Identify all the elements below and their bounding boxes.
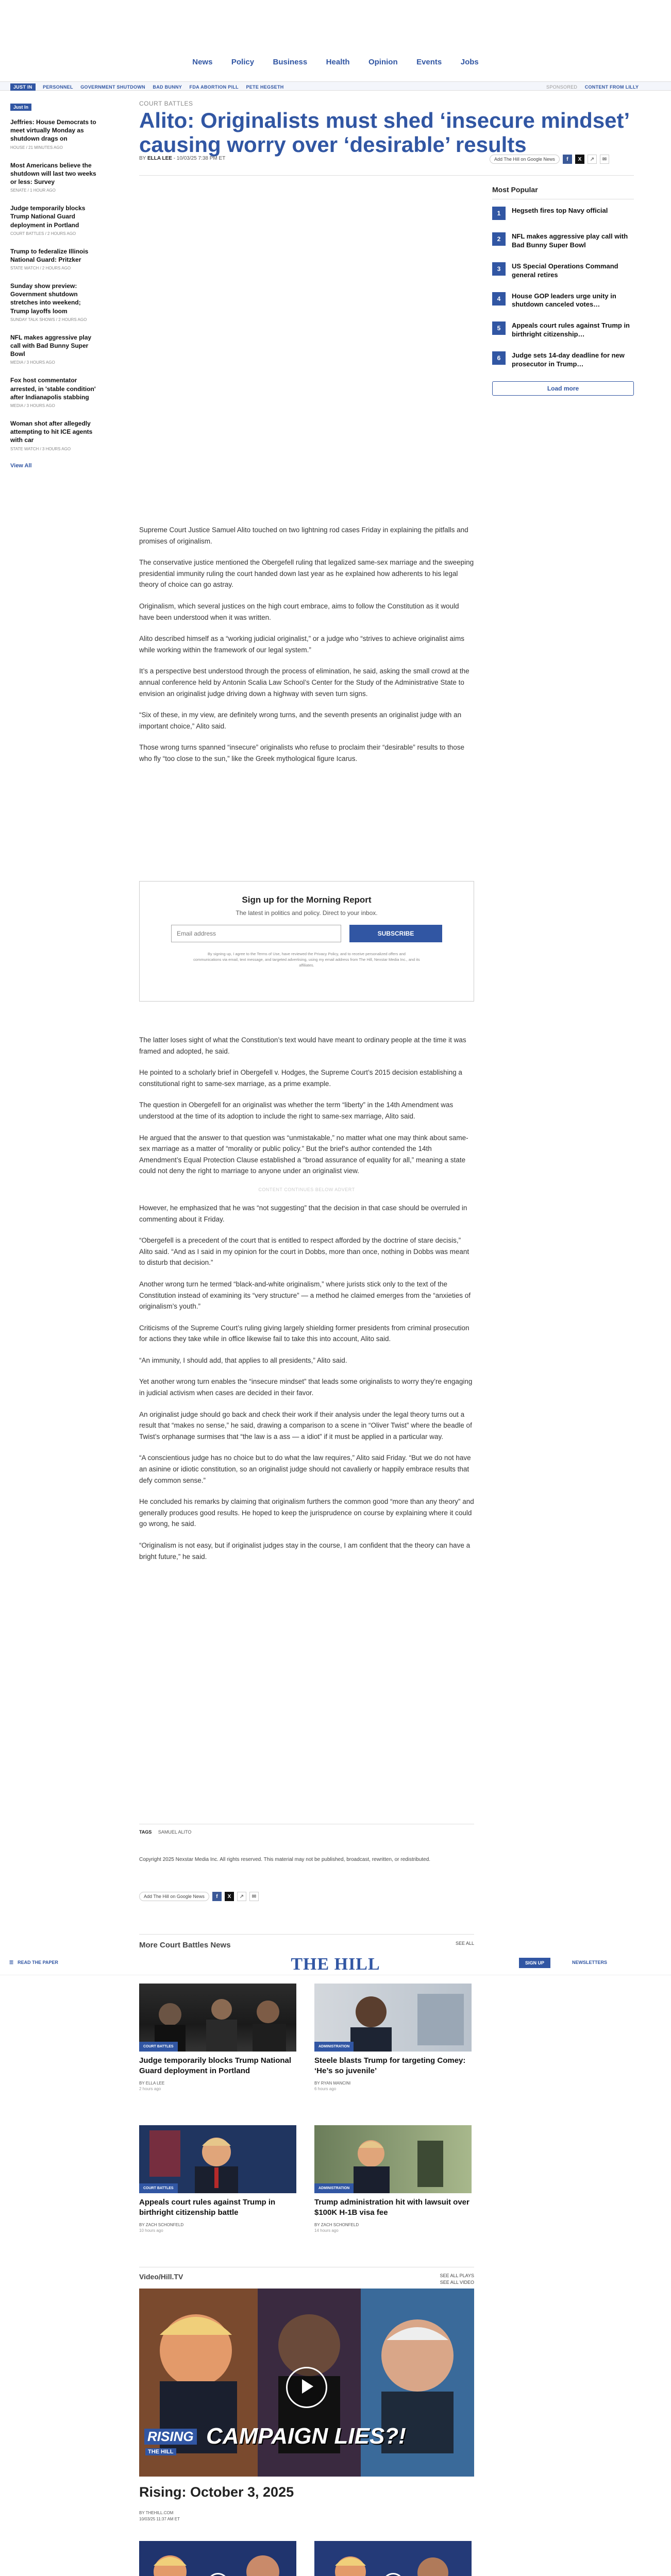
tag-link[interactable]: SAMUEL ALITO [158,1829,192,1835]
header-divider [139,175,634,176]
left-rail-item[interactable] [10,419,98,451]
tags-label: TAGS [139,1829,152,1835]
nav-business[interactable]: Business [273,58,308,66]
left-rail-meta: SENATE / 1 HOUR AGO [10,188,56,193]
facebook-icon[interactable]: f [212,1892,222,1901]
popular-item[interactable] [492,207,634,220]
more-news-title: More Court Battles News [139,1941,231,1950]
popular-item[interactable] [492,321,634,339]
paragraph: The conservative justice mentioned the Obergefell ruling that legalized same-sex marriage and the sweeping presidential immunity ruling the court handed down last year as he explained how adherents to his legal theory of choice can go astray. [139,558,474,589]
paragraph: Yet another wrong turn enables the “insecure mindset” that leads some originalists to worry they’re engaging in judicial activism when cases are decided in their favor. [139,1378,473,1397]
card-tag[interactable]: COURT BATTLES [139,2042,178,2052]
most-popular [492,185,634,396]
popular-title[interactable]: US Special Operations Command general retires [512,262,618,279]
sign-up-button[interactable]: SIGN UP [519,1958,550,1968]
play-icon[interactable] [286,2367,327,2408]
left-rail-title[interactable]: Fox host commentator arrested, in 'stable condition' after Indianapolis stabbing [10,377,96,401]
paragraph: “Six of these, in my view, are definitely wrong turns, and the seventh presents an originalist judge with an important choice,” Alito said. [139,711,462,730]
trending-label: JUST IN [10,83,36,91]
paragraph: The question in Obergefell for an originalist was whether the term “liberty” in the 14th Amendment was understood at the time of its adoption to include the right to same-sex marriage, Alito said. [139,1101,454,1120]
card-image[interactable] [139,2125,296,2193]
view-all-link[interactable]: View All [10,462,32,469]
video-header [139,2267,474,2285]
left-rail-item[interactable] [10,118,98,150]
paragraph: Criticisms of the Supreme Court’s ruling giving largely shielding former presidents from criminal prosecution for actions they take while in office likewise fail to take this into account, Alito said. [139,1324,469,1343]
menu-icon: ☰ [9,1960,14,1965]
card-title[interactable]: Judge temporarily blocks Trump National Guard deployment in Portland [139,2056,292,2075]
trending-item[interactable]: FDA ABORTION PILL [189,84,239,90]
nav-jobs[interactable]: Jobs [460,58,479,66]
popular-rank: 6 [492,351,506,365]
popular-rank: 3 [492,262,506,276]
left-rail-item[interactable] [10,161,98,193]
card-image[interactable] [314,1984,472,2052]
article-body-continued [139,1035,474,1572]
paragraph: He argued that the answer to that question was “unmistakable,” no matter what one may think about same-sex marriage as a matter of “morality or public policy.” But the brief’s author contended the 14th Amendment’s Equal Protection Clause established a “broad assurance of equality for all,” meaning a state could not deny the right to marriage to anyone under an originalist view. [139,1133,468,1175]
left-rail-meta: SUNDAY TALK SHOWS / 2 HOURS AGO [10,317,87,322]
card-time: 6 hours ago [314,2087,337,2091]
video-logo: THE HILL [145,2448,176,2455]
copyright: Copyright 2025 Nexstar Media Inc. All rights reserved. This material may not be published, broadcast, rewritten, or redistributed. [139,1857,431,1862]
email-icon[interactable]: ✉ [600,155,609,164]
news-card-row [139,2125,474,2233]
read-the-paper-link[interactable] [9,1960,58,1965]
left-rail-meta: HOUSE / 21 MINUTES AGO [10,145,63,150]
byline [139,156,225,161]
most-popular-title: Most Popular [492,185,634,199]
nav-news[interactable]: News [192,58,213,66]
rising-badge: RISING [144,2429,197,2445]
load-more-button[interactable]: Load more [492,381,634,396]
trending-bar [0,81,671,91]
video-date: 10/03/25 11:37 AM ET [139,2517,180,2521]
read-the-paper-label: READ THE PAPER [18,1960,58,1965]
nav-health[interactable]: Health [326,58,350,66]
tags-row [139,1824,474,1835]
popular-title[interactable]: House GOP leaders urge unity in shutdown canceled votes… [512,292,616,309]
paragraph: Alito described himself as a “working judicial originalist,” or a judge who “strives to achieve originalist aims while working within the framework of our legal system.” [139,635,465,654]
see-all-link[interactable]: SEE ALL [455,1941,474,1946]
article-body [139,524,474,775]
card-time: 2 hours ago [139,2087,161,2091]
paragraph: An originalist judge should go back and check their work if their analysis under the legal theory turns out a result that “makes no sense,” he said, drawing a comparison to a scene in “Oliver Twist” where the beadle of Twist’s orphanage surmises that “the law is a ass — a idiot” if it must be applied in a particular way. [139,1410,472,1440]
left-rail-title[interactable]: Judge temporarily blocks Trump National Guard deployment in Portland [10,205,86,229]
newsletters-link[interactable]: NEWSLETTERS [572,1960,608,1965]
sponsor-link[interactable]: CONTENT FROM LILLY [584,84,639,90]
google-news-button[interactable]: Add The Hill on Google News [139,1892,209,1901]
nav-events[interactable]: Events [416,58,442,66]
popular-item[interactable] [492,232,634,250]
popular-rank: 4 [492,292,506,306]
nav-opinion[interactable]: Opinion [368,58,398,66]
left-rail-title[interactable]: Trump to federalize Illinois National Guard: Pritzker [10,247,89,263]
newsletter-subtitle: The latest in politics and policy. Direct to your inbox. [236,909,378,917]
paragraph: The latter loses sight of what the Constitution’s text would have meant to ordinary people at the time it was framed and adopted, he said. [139,1036,466,1055]
byline-prefix: BY [139,156,146,161]
email-icon[interactable]: ✉ [249,1892,259,1901]
video-thumbnail-icon [314,2541,472,2576]
left-rail [10,102,98,469]
see-all-video-link[interactable]: SEE ALL VIDEO [440,2279,474,2285]
popular-title[interactable]: Hegseth fires top Navy official [512,207,608,214]
paragraph: “An immunity, I should add, that applies to all presidents,” Alito said. [139,1356,347,1364]
paragraph: It’s a perspective best understood through the process of elimination, he said, asking the small crowd at the annual conference held by Antonin Scalia Law School’s Center for the Study of the Administrative State to envision an originalist judge driving down a highway with seven turn signs. [139,667,469,698]
card-tag[interactable]: ADMINISTRATION [314,2042,354,2052]
video-overlay-text: CAMPAIGN LIES?! [206,2424,406,2449]
google-news-button[interactable]: Add The Hill on Google News [490,155,560,164]
video-list [139,2541,472,2576]
news-card[interactable] [139,1984,296,2091]
news-card[interactable] [139,2125,296,2233]
video-thumbnail-icon [139,2541,296,2576]
popular-title[interactable]: Appeals court rules against Trump in birthright citizenship… [512,321,630,338]
popular-rank: 2 [492,232,506,246]
email-field[interactable]: Email address [171,925,341,942]
the-hill-logo[interactable]: THE HILL [291,1955,380,1974]
paragraph: He pointed to a scholarly brief in Obergefell v. Hodges, the Supreme Court’s 2015 decision establishing a constitutional right to same-sex marriage, as a prime example. [139,1069,462,1088]
card-byline[interactable]: BY ZACH SCHONFELD [139,2223,184,2227]
video-section-title: Video/Hill.TV [139,2273,183,2281]
video-card[interactable] [314,2541,472,2576]
more-news-header [139,1934,474,1950]
trending-item[interactable]: BAD BUNNY [153,84,182,90]
nav-policy[interactable]: Policy [231,58,255,66]
featured-video[interactable] [139,2289,474,2477]
paragraph: However, he emphasized that he was “not suggesting” that the decision in that case should be overruled in commenting about it Friday. [139,1204,467,1223]
left-rail-item[interactable] [10,247,98,270]
card-title[interactable]: Appeals court rules against Trump in birthright citizenship battle [139,2198,276,2217]
left-rail-title[interactable]: Jeffries: House Democrats to meet virtually Monday as shutdown drags on [10,118,96,143]
left-rail-meta: MEDIA / 3 HOURS AGO [10,403,55,408]
share-row-bottom [139,1892,259,1901]
popular-rank: 1 [492,207,506,220]
featured-video-title[interactable]: Rising: October 3, 2025 [139,2484,294,2500]
popular-rank: 5 [492,321,506,335]
article-kicker[interactable]: COURT BATTLES [139,100,193,107]
card-title[interactable]: Steele blasts Trump for targeting Comey: ‘He’s so juvenile’ [314,2056,466,2075]
article-headline: Alito: Originalists must shed ‘insecure mindset’ causing worry over ‘desirable’ results [139,108,629,157]
left-rail-meta: MEDIA / 3 HOURS AGO [10,360,55,365]
paragraph: Those wrong turns spanned “insecure” originalists who refuse to proclaim their “desirable” results to those who fly “too close to the sun,” like the Greek mythological figure Icarus. [139,743,465,762]
left-rail-title[interactable]: Sunday show preview: Government shutdown stretches into weekend; Trump layoffs loom [10,282,81,315]
subscribe-button[interactable]: SUBSCRIBE [349,925,442,942]
news-card[interactable] [314,2125,472,2233]
left-rail-item[interactable] [10,282,98,322]
newsletter-title: Sign up for the Morning Report [242,895,372,905]
publish-date: - 10/03/25 7:38 PM ET [172,156,226,161]
popular-title[interactable]: NFL makes aggressive play call with Bad Bunny Super Bowl [512,232,628,249]
featured-video-meta [139,2510,180,2522]
card-tag[interactable]: ADMINISTRATION [314,2183,354,2193]
video-links [440,2273,474,2285]
video-card-image[interactable] [139,2541,296,2576]
x-icon[interactable]: X [225,1892,234,1901]
left-rail-item[interactable] [10,204,98,236]
left-rail-title[interactable]: NFL makes aggressive play call with Bad Bunny Super Bowl [10,333,92,358]
left-rail-item[interactable] [10,376,98,408]
left-rail-title[interactable]: Most Americans believe the shutdown will last two weeks or less: Survey [10,161,96,185]
popular-item[interactable] [492,262,634,280]
sticky-brand-bar [0,1952,671,1975]
left-rail-meta: STATE WATCH / 3 HOURS AGO [10,446,71,451]
share-row [490,155,609,164]
paragraph: Supreme Court Justice Samuel Alito touched on two lightning rod cases Friday in explaining the pitfalls and promises of originalism. [139,526,468,545]
card-tag[interactable]: COURT BATTLES [139,2183,178,2193]
video-card-image[interactable] [314,2541,472,2576]
paragraph: Originalism, which several justices on the high court embrace, aims to follow the Constitution as it would have been understood when it was written. [139,602,459,621]
newsletter-fine-print: By signing up, I agree to the Terms of Use, have reviewed the Privacy Policy, and to receive personalized offers and communications via email, text message, and targeted advertising, using my email address from The Hill, Nexstar Media Inc., and its affiliates. [193,952,420,968]
popular-item[interactable] [492,292,634,310]
x-icon[interactable]: X [575,155,584,164]
video-byline[interactable]: BY THEHILL.COM [139,2511,174,2515]
trending-item[interactable]: PERSONNEL [43,84,73,90]
see-all-plays-link[interactable]: SEE ALL PLAYS [440,2273,474,2278]
left-rail-title[interactable]: Woman shot after allegedly attempting to hit ICE agents with car [10,419,93,444]
just-in-label: Just In [10,104,31,111]
paragraph: He concluded his remarks by claiming that originalism furthers the common good “more than any theory” and generally produces good results. He hoped to keep the jurisprudence on course by explaining where it could go wrong, he said. [139,1498,474,1528]
card-byline[interactable]: BY RYAN MANCINI [314,2081,351,2086]
trending-item[interactable]: GOVERNMENT SHUTDOWN [80,84,145,90]
video-card[interactable] [139,2541,296,2576]
popular-item[interactable] [492,351,634,369]
card-image[interactable] [139,1984,296,2052]
card-time: 10 hours ago [139,2228,163,2233]
left-rail-meta: STATE WATCH / 2 HOURS AGO [10,266,71,271]
main-nav [0,58,671,70]
paragraph: Another wrong turn he termed “black-and-white originalism,” where jurists stick only to the text of the Constitution instead of examining its “very structure” — a method he claimed emerges from the “anxieties of originalism’s youth.” [139,1280,471,1311]
card-byline[interactable]: BY ELLA LEE [139,2081,165,2086]
news-card[interactable] [314,1984,472,2091]
paragraph: “Originalism is not easy, but if originalist judges stay in the course, I am confident that the theory can have a bright future,” he said. [139,1541,471,1561]
left-rail-meta: COURT BATTLES / 2 HOURS AGO [10,231,76,236]
left-rail-item[interactable] [10,333,98,365]
trending-item[interactable]: PETE HEGSETH [246,84,284,90]
card-image[interactable] [314,2125,472,2193]
paragraph: “Obergefell is a precedent of the court that is entitled to respect afforded by the doctrine of stare decisis,” Alito said. “And as I said in my opinion for the court in Dobbs, more than once, nothing in Dobbs was meant to disturb that decision.” [139,1236,469,1267]
sponsored-label: SPONSORED [546,84,578,90]
card-time: 14 hours ago [314,2228,339,2233]
share-link-icon[interactable]: ↗ [237,1892,246,1901]
card-byline[interactable]: BY ZACH SCHONFELD [314,2223,359,2227]
paragraph: “A conscientious judge has no choice but to do what the law requires,” Alito said Friday. “But we do not have an asinine or idiotic constitution, so an originalist judge should not cavalierly or happily embrace results that defy common sense.” [139,1454,471,1484]
facebook-icon[interactable]: f [563,155,572,164]
news-card-row [139,1984,474,2091]
inline-ad-label: CONTENT CONTINUES BELOW ADVERT [258,1187,355,1192]
popular-title[interactable]: Judge sets 14-day deadline for new prosecutor in Trump… [512,351,625,368]
card-title[interactable]: Trump administration hit with lawsuit over $100K H-1B visa fee [314,2198,469,2217]
author-link[interactable]: ELLA LEE [147,156,172,161]
newsletter-signup [139,881,474,1002]
share-link-icon[interactable]: ↗ [588,155,597,164]
